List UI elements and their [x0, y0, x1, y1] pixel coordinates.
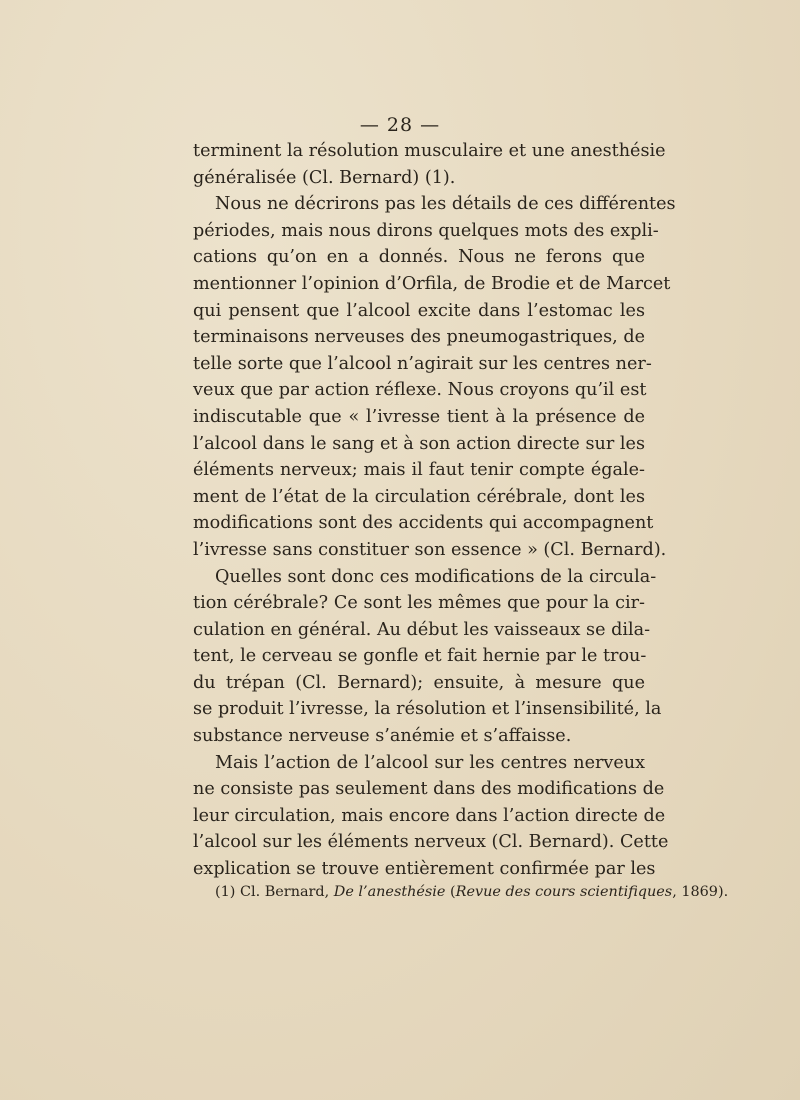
text-line: généralisée (Cl. Bernard) (1).: [193, 167, 456, 188]
text-line: du trépan (Cl. Bernard); ensuite, à mesure que: [193, 672, 645, 693]
text-line: terminent la résolution musculaire et une anesthésie: [193, 141, 666, 161]
text-line: Nous ne décrirons pas les détails de ces différentes: [215, 194, 676, 215]
text-line: ment de l’état de la circulation cérébrale, dont les: [193, 486, 645, 507]
page-number: — 28 —: [359, 114, 441, 136]
text-line: veux que par action réflexe. Nous croyons qu’il est: [193, 380, 647, 401]
footnote-title: De l’anesthésie: [333, 884, 446, 900]
footnote-suffix: , 1869).: [672, 884, 729, 900]
text-line: ne consiste pas seulement dans des modifications de: [193, 779, 665, 800]
footnote-mid: (: [445, 884, 456, 900]
text-line: modifications sont des accidents qui accompagnent: [193, 513, 654, 534]
text-line: explication se trouve entièrement confirmée par les: [193, 859, 656, 880]
text-line: leur circulation, mais encore dans l’action directe de: [193, 805, 666, 826]
text-line: indiscutable que « l’ivresse tient à la présence de: [193, 406, 645, 427]
text-line: mentionner l’opinion d’Orfila, de Brodie et de Marcet: [193, 273, 671, 294]
footnote-prefix: (1) Cl. Bernard,: [215, 884, 334, 900]
text-line: l’alcool sur les éléments nerveux (Cl. Bernard). Cette: [193, 832, 669, 853]
text-line: telle sorte que l’alcool n’agirait sur les centres ner-: [193, 353, 652, 374]
text-line: tion cérébrale? Ce sont les mêmes que pour la cir-: [193, 593, 645, 614]
text-line: substance nerveuse s’anémie et s’affaisse.: [193, 726, 572, 747]
text-line: terminaisons nerveuses des pneumogastriques, de: [193, 327, 645, 348]
text-line: tent, le cerveau se gonfle et fait hernie par le trou-: [193, 646, 647, 667]
text-line: Mais l’action de l’alcool sur les centres nerveux: [215, 752, 645, 773]
footnote-journal: Revue des cours scientifiques: [455, 884, 673, 900]
text-line: éléments nerveux; mais il faut tenir compte égale-: [193, 460, 645, 481]
text-line: se produit l’ivresse, la résolution et l’insensibilité, la: [193, 699, 662, 720]
text-line: Quelles sont donc ces modifications de la circula-: [215, 566, 657, 587]
text-line: culation en général. Au début les vaisseaux se dila-: [193, 619, 651, 640]
footnote: [215, 884, 729, 900]
text-line: cations qu’on en a donnés. Nous ne ferons que: [193, 247, 645, 268]
body-text: [193, 138, 676, 883]
text-line: l’alcool dans le sang et à son action directe sur les: [193, 433, 645, 454]
text-line: qui pensent que l’alcool excite dans l’estomac les: [193, 300, 645, 321]
text-line: périodes, mais nous dirons quelques mots des expli-: [193, 220, 659, 241]
text-line: l’ivresse sans constituer son essence » (Cl. Bernard).: [193, 539, 667, 560]
